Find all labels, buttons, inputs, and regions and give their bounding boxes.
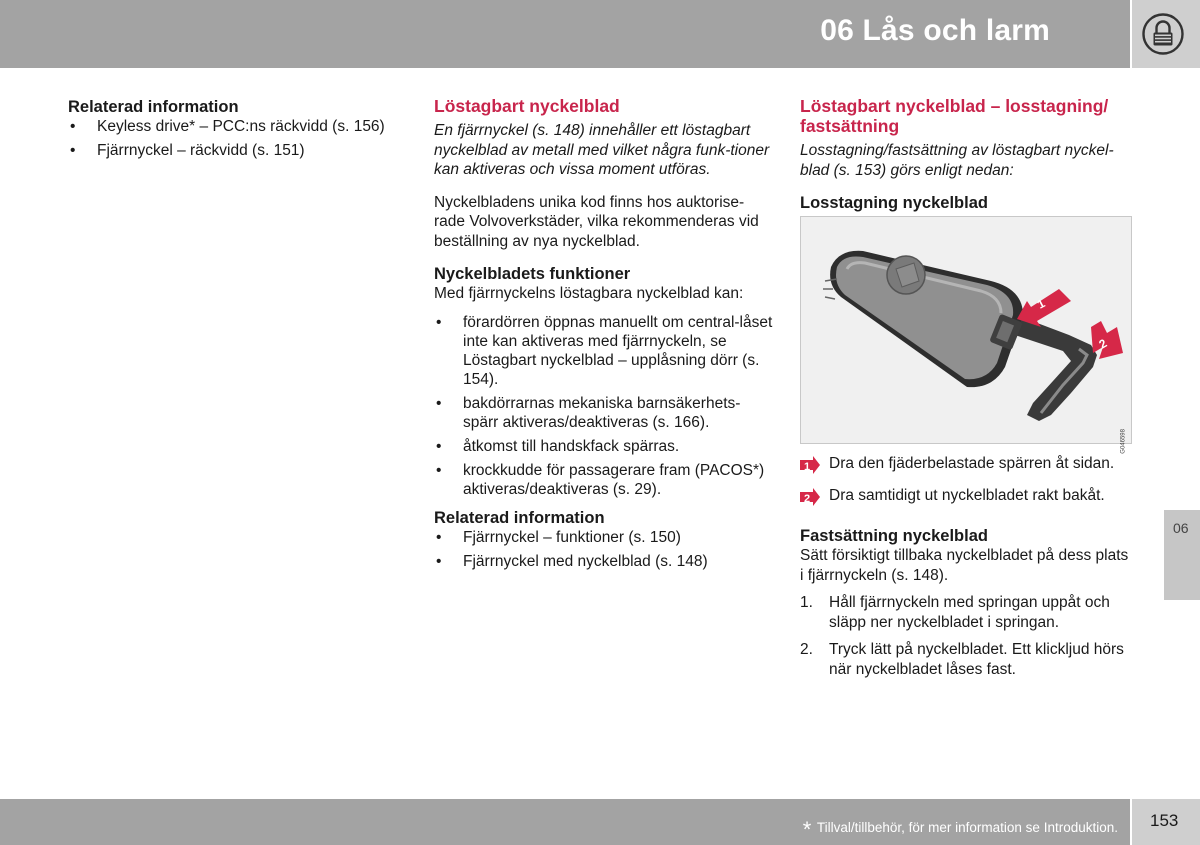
step-text: Dra den fjäderbelastade spärren åt sidan. <box>829 455 1115 472</box>
step-number: 1. <box>800 594 813 611</box>
function-item: • krockkudde för passagerare fram (PACOS*) aktiveras/deaktiveras (s. 29). <box>434 461 774 499</box>
step-number: 2. <box>800 641 813 658</box>
functions-intro: Med fjärrnyckelns löstagbara nyckelblad kan: <box>434 285 744 302</box>
numbered-step <box>800 640 1135 679</box>
step-item <box>800 486 1135 506</box>
svg-text:2: 2 <box>804 492 811 505</box>
related-info-list <box>434 528 774 571</box>
removal-steps <box>800 454 1135 505</box>
function-item: • åtkomst till handskfack spärras. <box>434 437 774 456</box>
section-intro: Losstagning/fastsättning av löstagbart nyckel-blad (s. 153) görs enligt nedan: <box>800 142 1114 179</box>
body-paragraph: Nyckelbladens unika kod finns hos auktorise-rade Volvoverkstäder, vilka rekommenderas vid beställning av nya nyckelblad. <box>434 193 759 250</box>
key-blade-illustration <box>800 216 1132 454</box>
header-bar <box>0 0 1130 68</box>
step-text: Håll fjärrnyckeln med springan uppåt och släpp ner nyckelbladet i springan. <box>829 594 1110 631</box>
column-left <box>68 94 408 165</box>
attach-heading: Fastsättning nyckelblad <box>800 527 988 545</box>
attach-intro: Sätt försiktigt tillbaka nyckelbladet på dess plats i fjärrnyckeln (s. 148). <box>800 547 1129 584</box>
svg-text:2: 2 <box>1096 336 1110 352</box>
chapter-side-tab-label: 06 <box>1173 520 1189 536</box>
remote-key-drawing <box>801 217 1133 445</box>
step-text: Tryck lätt på nyckelbladet. Ett klickljud hörs när nyckelbladet låses fast. <box>829 641 1124 678</box>
chapter-side-tab[interactable] <box>1164 510 1200 600</box>
removal-heading: Losstagning nyckelblad <box>800 194 988 212</box>
section-title: Löstagbart nyckelblad <box>434 96 620 116</box>
chapter-title: 06 Lås och larm <box>820 14 1050 47</box>
lock-icon <box>1141 12 1185 56</box>
section-intro: En fjärrnyckel (s. 148) innehåller ett löstagbart nyckelblad av metall med vilket några funk-tioner kan aktiveras och vissa moment utföras. <box>434 122 770 178</box>
footnote <box>802 812 1118 842</box>
page-number: 153 <box>1150 811 1179 830</box>
section-title: Löstagbart nyckelblad – losstagning/ fastsättning <box>800 96 1109 136</box>
related-link[interactable]: • Keyless drive* – PCC:ns räckvidd (s. 156) <box>68 117 408 136</box>
related-info-list <box>68 117 408 160</box>
related-link[interactable]: • Fjärrnyckel – räckvidd (s. 151) <box>68 141 408 160</box>
step-1-arrow-icon <box>800 456 820 474</box>
svg-text:1: 1 <box>804 461 811 473</box>
step-2-arrow-icon <box>800 488 820 506</box>
related-info-heading: Relaterad information <box>434 508 605 527</box>
function-item: • förardörren öppnas manuellt om central-låset inte kan aktiveras med fjärrnyckeln, se Löstagbart nyckelblad – upplåsning dörr (s. 154). <box>434 313 774 389</box>
figure-code: G046598 <box>1121 429 1127 454</box>
step-item <box>800 454 1135 474</box>
numbered-step <box>800 593 1135 632</box>
function-item: • bakdörrarnas mekaniska barnsäkerhets-spärr aktiveras/deaktiveras (s. 166). <box>434 394 774 432</box>
functions-list <box>434 313 774 499</box>
column-right <box>800 94 1135 687</box>
footnote-text: Tillval/tillbehör, för mer information se Introduktion. <box>816 820 1118 835</box>
attach-steps <box>800 593 1135 679</box>
step-text: Dra samtidigt ut nyckelbladet rakt bakåt. <box>829 486 1105 504</box>
related-link[interactable]: • Fjärrnyckel – funktioner (s. 150) <box>434 528 774 547</box>
footnote-star: * <box>802 817 812 842</box>
column-middle <box>434 94 774 576</box>
svg-text:1: 1 <box>1034 296 1048 312</box>
related-link[interactable]: • Fjärrnyckel med nyckelblad (s. 148) <box>434 552 774 571</box>
related-info-heading: Relaterad information <box>68 98 239 116</box>
functions-heading: Nyckelbladets funktioner <box>434 265 631 283</box>
